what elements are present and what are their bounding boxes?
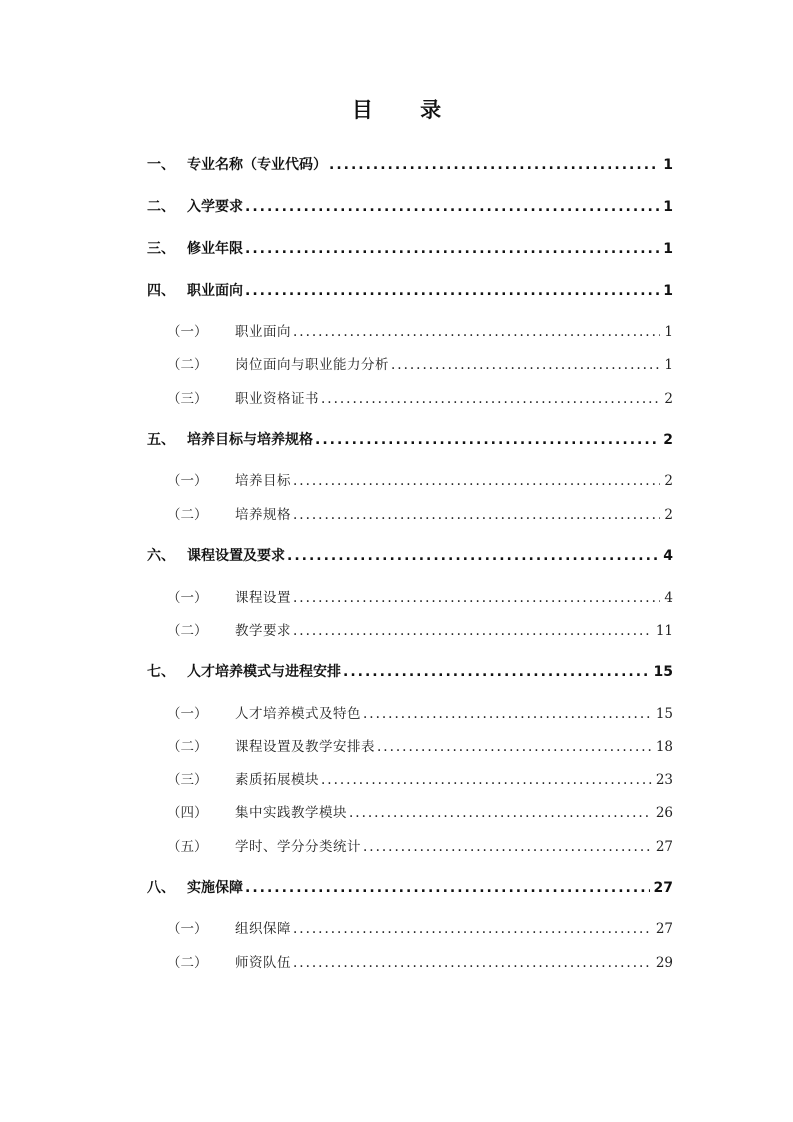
toc-entry-section[interactable] xyxy=(147,153,673,175)
toc-entry-page-number: 15 xyxy=(653,664,673,680)
toc-entry-section[interactable] xyxy=(147,195,673,217)
toc-entry-title: 课程设置及要求 xyxy=(187,548,285,564)
dot-leader xyxy=(287,546,659,566)
toc-entry-number: 七、 xyxy=(147,664,175,680)
toc-entry-subsection[interactable] xyxy=(147,619,673,641)
dot-leader xyxy=(363,704,652,724)
toc-entry-number: 五、 xyxy=(147,432,175,448)
toc-entry-title: 师资队伍 xyxy=(235,955,291,971)
toc-entry-page-number: 26 xyxy=(655,805,673,821)
toc-entry-page-number: 2 xyxy=(664,473,673,489)
toc-entry-number: （一） xyxy=(167,473,208,489)
toc-entry-title: 职业资格证书 xyxy=(235,391,319,407)
toc-entry-title: 课程设置及教学安排表 xyxy=(235,739,375,755)
toc-entry-number: （二） xyxy=(167,623,208,639)
toc-entry-page-number: 4 xyxy=(663,548,673,564)
toc-entry-page-number: 11 xyxy=(655,623,673,639)
toc-entry-title: 培养规格 xyxy=(235,507,291,523)
dot-leader xyxy=(293,505,660,525)
dot-leader xyxy=(377,737,652,757)
toc-entry-page-number: 1 xyxy=(664,357,673,373)
dot-leader xyxy=(363,837,652,857)
toc-entry-number: （三） xyxy=(167,391,208,407)
dot-leader xyxy=(293,919,652,939)
dot-leader xyxy=(349,803,652,823)
toc-entry-title: 课程设置 xyxy=(235,590,291,606)
dot-leader xyxy=(245,878,650,898)
toc-entry-number: （一） xyxy=(167,706,208,722)
toc-entry-number: （二） xyxy=(167,357,208,373)
toc-entry-title: 素质拓展模块 xyxy=(235,772,319,788)
toc-entry-number: 六、 xyxy=(147,548,175,564)
toc-entry-page-number: 4 xyxy=(664,590,673,606)
toc-entry-title: 实施保障 xyxy=(187,880,243,896)
toc-entry-page-number: 27 xyxy=(653,880,673,896)
toc-entry-section[interactable] xyxy=(147,279,673,301)
toc-entry-number: （一） xyxy=(167,324,208,340)
toc-entry-title: 集中实践教学模块 xyxy=(235,805,347,821)
toc-entry-title: 职业面向 xyxy=(187,283,243,299)
toc-entry-title: 组织保障 xyxy=(235,921,291,937)
toc-entry-title: 培养目标 xyxy=(235,473,291,489)
toc-entry-title: 学时、学分分类统计 xyxy=(235,839,361,855)
toc-entry-page-number: 1 xyxy=(663,199,673,215)
toc-title: 目 录 xyxy=(351,98,462,122)
dot-leader xyxy=(293,471,660,491)
toc-entry-title: 人才培养模式及特色 xyxy=(235,706,361,722)
toc-entry-title: 职业面向 xyxy=(235,324,291,340)
toc-entry-number: 八、 xyxy=(147,880,175,896)
dot-leader xyxy=(293,953,652,973)
toc-entry-page-number: 27 xyxy=(655,839,673,855)
toc-entry-subsection[interactable] xyxy=(147,702,673,724)
dot-leader xyxy=(293,588,660,608)
toc-entry-page-number: 2 xyxy=(664,507,673,523)
toc-entry-number: （一） xyxy=(167,590,208,606)
toc-entry-page-number: 2 xyxy=(664,391,673,407)
toc-entry-subsection[interactable] xyxy=(147,951,673,973)
toc-entry-number: （四） xyxy=(167,805,208,821)
toc-entry-section[interactable] xyxy=(147,237,673,259)
toc-entry-page-number: 23 xyxy=(655,772,673,788)
dot-leader xyxy=(329,155,659,175)
dot-leader xyxy=(293,621,652,641)
toc-entry-page-number: 1 xyxy=(663,241,673,257)
toc-entry-title: 入学要求 xyxy=(187,199,243,215)
toc-entry-number: 一、 xyxy=(147,157,175,173)
toc-entry-subsection[interactable] xyxy=(147,735,673,757)
toc-entry-page-number: 1 xyxy=(663,283,673,299)
toc-entry-subsection[interactable] xyxy=(147,801,673,823)
toc-entry-title: 培养目标与培养规格 xyxy=(187,432,313,448)
toc-entry-number: 四、 xyxy=(147,283,175,299)
dot-leader xyxy=(293,322,660,342)
toc-entry-subsection[interactable] xyxy=(147,320,673,342)
dot-leader xyxy=(245,239,659,259)
toc-entry-page-number: 2 xyxy=(663,432,673,448)
toc-entry-title: 专业名称（专业代码） xyxy=(187,157,327,173)
toc-entry-section[interactable] xyxy=(147,660,673,682)
toc-entry-number: （五） xyxy=(167,839,208,855)
dot-leader xyxy=(315,430,659,450)
dot-leader xyxy=(245,281,659,301)
toc-entry-section[interactable] xyxy=(147,544,673,566)
toc-entry-title: 岗位面向与职业能力分析 xyxy=(235,357,389,373)
toc-entry-subsection[interactable] xyxy=(147,353,673,375)
toc-entry-number: 三、 xyxy=(147,241,175,257)
toc-entry-title: 教学要求 xyxy=(235,623,291,639)
toc-entry-section[interactable] xyxy=(147,428,673,450)
toc-entry-title: 修业年限 xyxy=(187,241,243,257)
toc-entry-number: （一） xyxy=(167,921,208,937)
toc-entry-subsection[interactable] xyxy=(147,387,673,409)
toc-entry-number: （二） xyxy=(167,955,208,971)
toc-entry-page-number: 29 xyxy=(655,955,673,971)
toc-entry-number: （二） xyxy=(167,739,208,755)
toc-entry-subsection[interactable] xyxy=(147,768,673,790)
toc-entry-subsection[interactable] xyxy=(147,917,673,939)
toc-entry-number: （二） xyxy=(167,507,208,523)
toc-entry-subsection[interactable] xyxy=(147,503,673,525)
dot-leader xyxy=(391,355,660,375)
toc-entry-page-number: 1 xyxy=(664,324,673,340)
dot-leader xyxy=(343,662,650,682)
toc-entry-page-number: 27 xyxy=(655,921,673,937)
toc-entry-section[interactable] xyxy=(147,876,673,898)
toc-entry-title: 人才培养模式与进程安排 xyxy=(187,664,341,680)
toc-entry-number: （三） xyxy=(167,772,208,788)
toc-entry-page-number: 1 xyxy=(663,157,673,173)
toc-entry-subsection[interactable] xyxy=(147,586,673,608)
toc-entry-page-number: 15 xyxy=(655,706,673,722)
toc-entry-page-number: 18 xyxy=(655,739,673,755)
toc-entry-subsection[interactable] xyxy=(147,835,673,857)
dot-leader xyxy=(245,197,659,217)
dot-leader xyxy=(321,389,660,409)
dot-leader xyxy=(321,770,652,790)
toc-entry-subsection[interactable] xyxy=(147,469,673,491)
toc-entry-number: 二、 xyxy=(147,199,175,215)
